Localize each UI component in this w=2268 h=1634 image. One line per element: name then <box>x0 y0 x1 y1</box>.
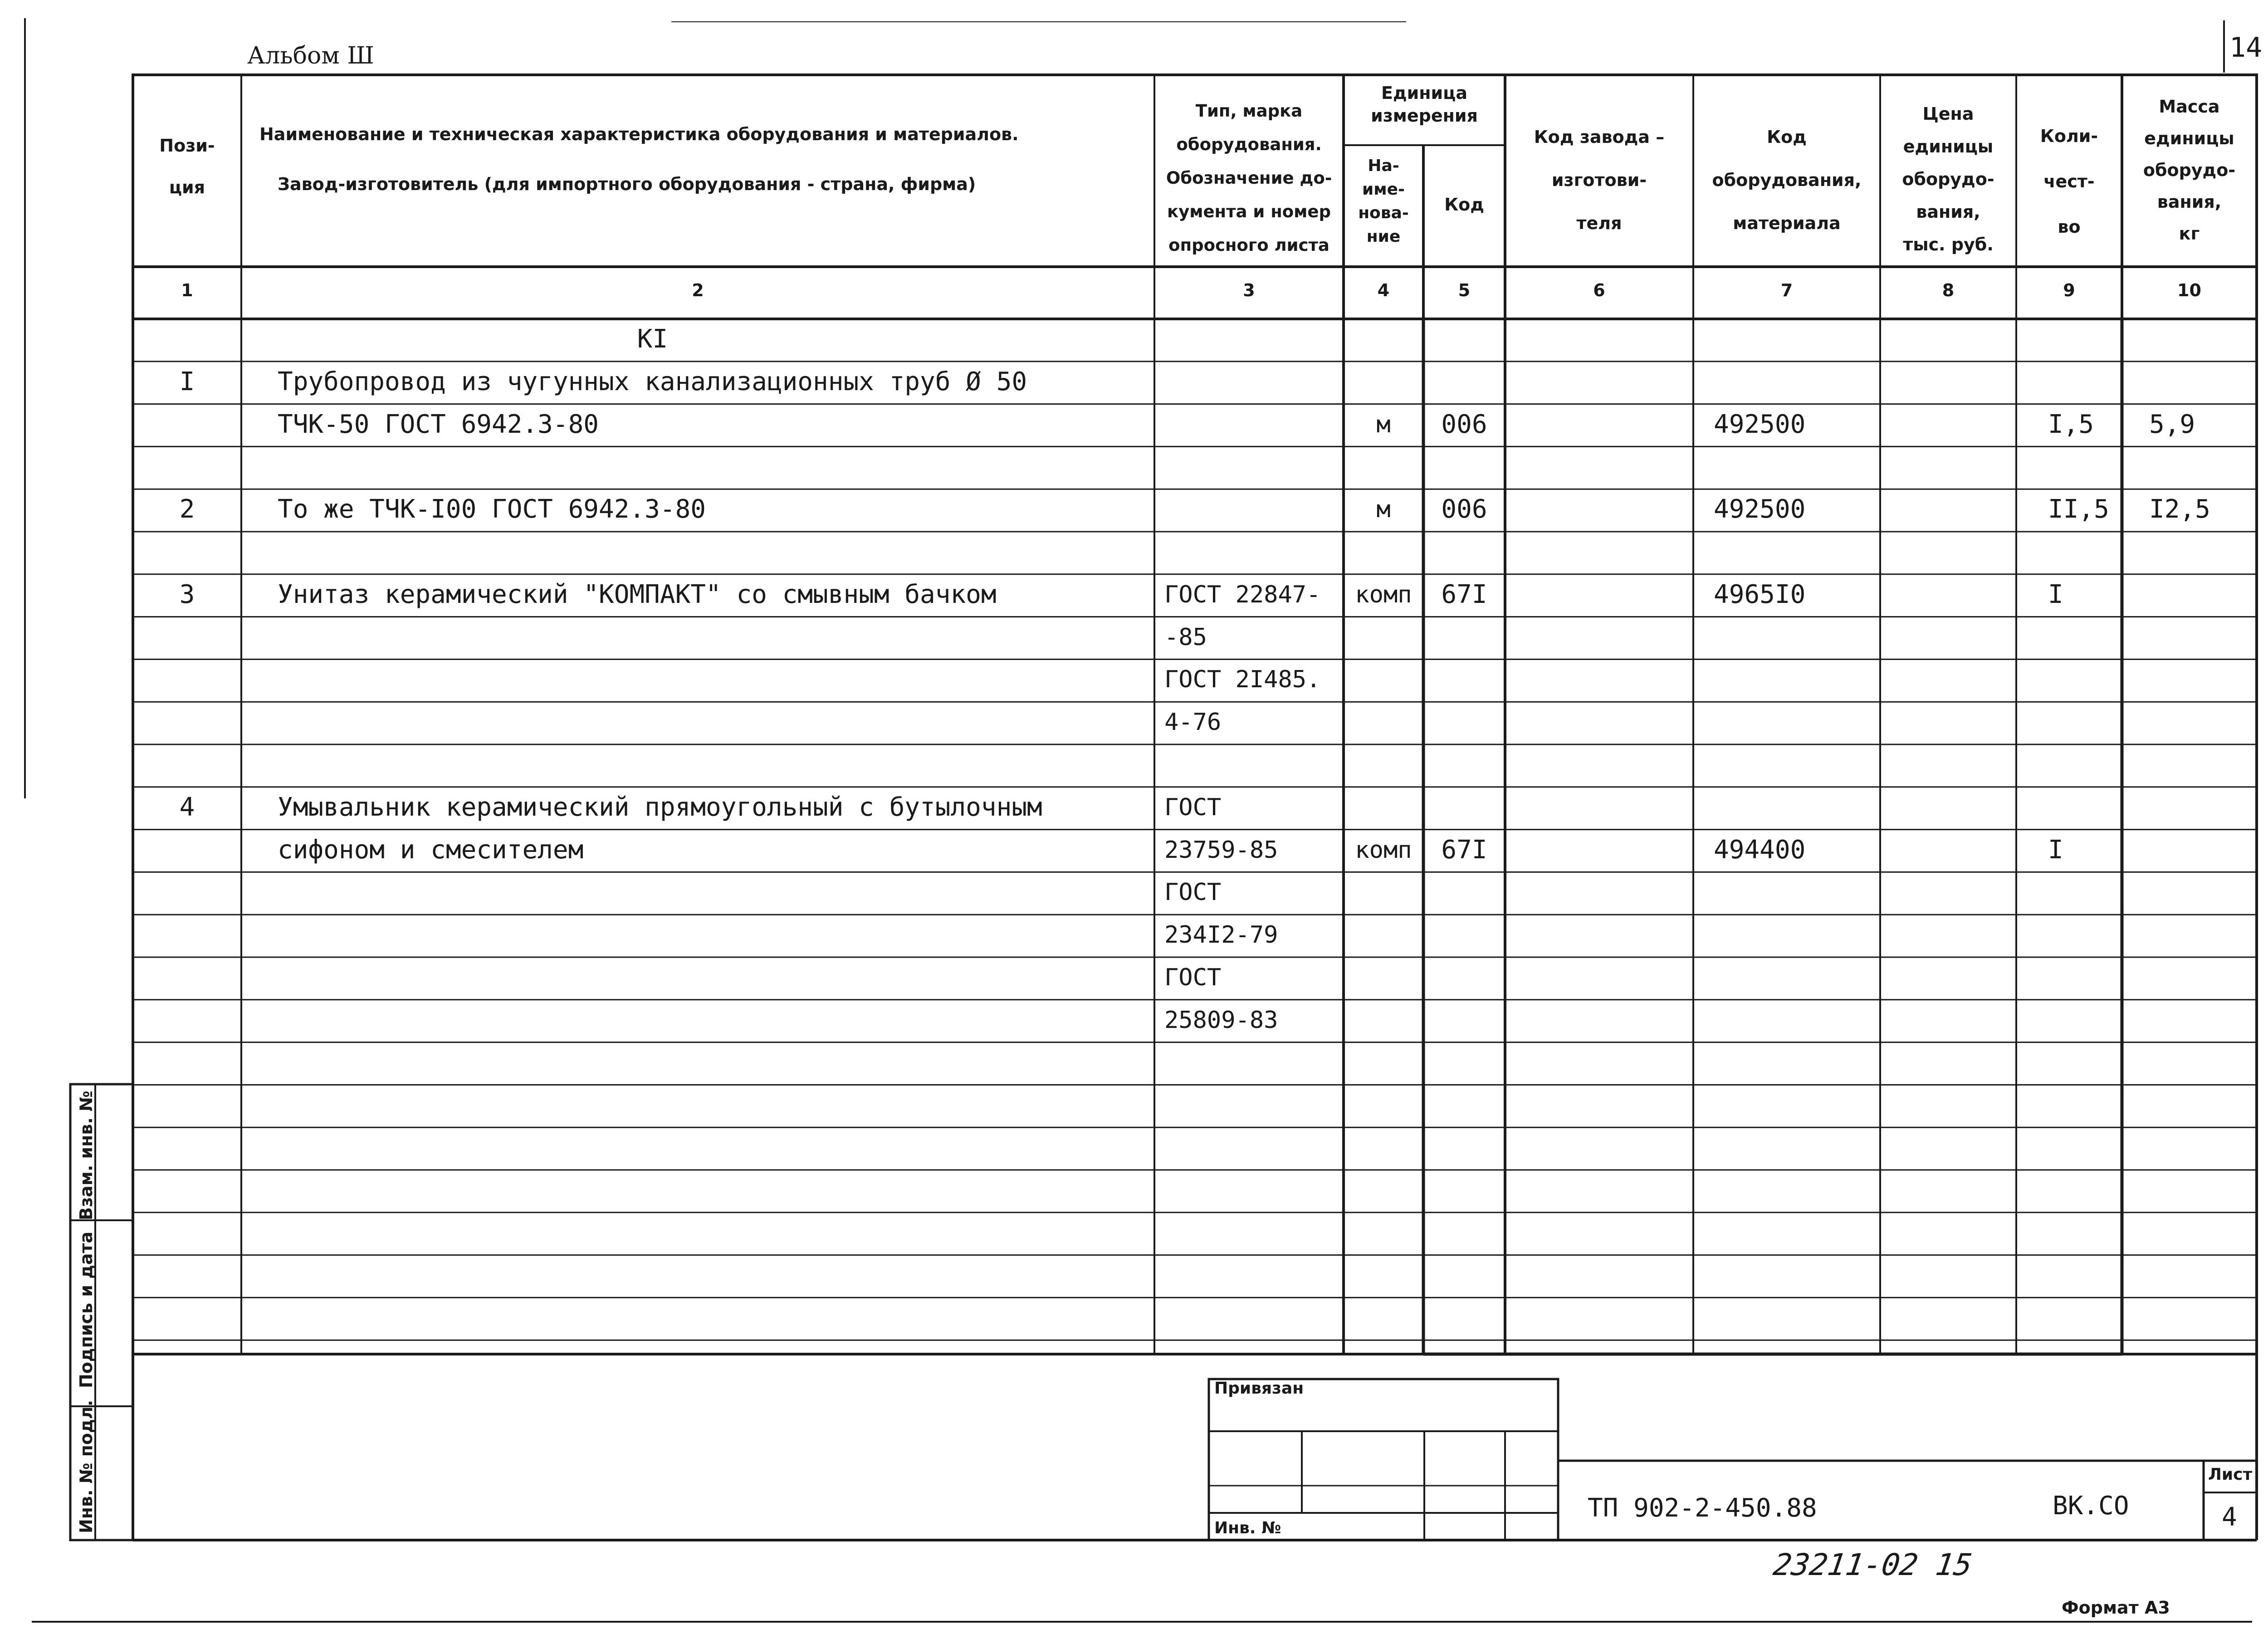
stamp-vzam-inv: Взам. инв. № <box>76 1091 96 1220</box>
header-price: Цена единицы оборудо- вания, тыс. руб. <box>1902 104 1994 254</box>
column-number-6: 6 <box>1593 280 1605 300</box>
cell-type: ГОСТ <box>1164 793 1222 821</box>
cell-quantity: I <box>2048 835 2063 865</box>
cell-name: сифоном и смесителем <box>278 835 584 865</box>
stamp-inv-podl: Инв. № подл. <box>76 1399 96 1533</box>
header-name-line2: Завод-изготовитель (для импортного оборудования - страна, фирма) <box>278 174 976 194</box>
header-quantity: Коли- чест- во <box>2040 126 2098 237</box>
column-number-2: 2 <box>692 280 704 300</box>
cell-name: Трубопровод из чугунных канализационных труб Ø 50 <box>278 367 1027 396</box>
sheet-number: 4 <box>2222 1502 2237 1532</box>
privyazan-label: Привязан <box>1214 1379 1304 1398</box>
inv-no-label: Инв. № <box>1214 1519 1281 1537</box>
cell-unit-name: м <box>1376 411 1391 438</box>
cell-equipment-code: 4965I0 <box>1714 579 1806 609</box>
cell-unit-name: комп <box>1355 836 1412 864</box>
cell-type: ГОСТ <box>1164 879 1222 906</box>
cell-type: ГОСТ 22847- <box>1164 581 1321 608</box>
cell-equipment-code: 494400 <box>1714 835 1806 865</box>
column-number-7: 7 <box>1780 280 1793 300</box>
cell-quantity: II,5 <box>2048 494 2109 524</box>
header-equipment-code: Код оборудования, материала <box>1712 127 1862 233</box>
cell-name: ТЧК-50 ГОСТ 6942.3-80 <box>278 409 599 439</box>
album-label: Альбом Ш <box>247 42 374 69</box>
header-plant-code: Код завода – изготови- теля <box>1534 127 1665 233</box>
cell-name: Унитаз керамический "КОМПАКТ" со смывным бачком <box>278 579 997 609</box>
cell-quantity: I,5 <box>2048 409 2094 439</box>
column-number-1: 1 <box>181 280 193 300</box>
sheet-label: Лист <box>2208 1465 2253 1484</box>
cell-mass: I2,5 <box>2149 494 2210 524</box>
cell-position: I <box>179 367 195 396</box>
cell-equipment-code: 492500 <box>1714 494 1806 524</box>
cell-unit-code: 67I <box>1441 835 1487 865</box>
header-unit-group: Единица измерения <box>1371 83 1478 126</box>
header-mass: Масса единицы оборудо- вания, кг <box>2143 97 2236 244</box>
cell-unit-name: м <box>1376 496 1391 523</box>
cell-name: То же ТЧК-I00 ГОСТ 6942.3-80 <box>278 494 706 524</box>
cell-position: 3 <box>179 579 195 609</box>
cell-type: ГОСТ 2I485. <box>1164 666 1321 694</box>
cell-type: -85 <box>1164 623 1207 651</box>
format-label: Формат А3 <box>2062 1598 2170 1618</box>
cell-unit-code: 006 <box>1441 409 1487 439</box>
page-corner-number: 14 <box>2229 32 2263 64</box>
cell-type: 4-76 <box>1164 709 1222 736</box>
document-code: ТП 902-2-450.88 <box>1588 1493 1817 1523</box>
cell-unit-code: 006 <box>1441 494 1487 524</box>
column-number-10: 10 <box>2177 280 2201 300</box>
cell-type: 23759-85 <box>1164 836 1278 864</box>
header-position: Пози- ция <box>159 136 215 197</box>
cell-type: 25809-83 <box>1164 1006 1278 1034</box>
handwritten-archive-number: 23211-02 15 <box>1771 1547 1975 1582</box>
column-number-4: 4 <box>1377 280 1390 300</box>
cell-mass: 5,9 <box>2149 409 2195 439</box>
column-number-8: 8 <box>1942 280 1955 300</box>
cell-name: KI <box>637 324 668 354</box>
cell-type: ГОСТ <box>1164 964 1222 991</box>
header-unit-code: Код <box>1444 195 1484 215</box>
cell-position: 4 <box>179 792 195 822</box>
cell-unit-code: 67I <box>1441 579 1487 609</box>
cell-equipment-code: 492500 <box>1714 409 1806 439</box>
header-unit-name: На- име- нова- ние <box>1358 157 1409 246</box>
column-number-9: 9 <box>2063 280 2075 300</box>
column-number-3: 3 <box>1243 280 1255 300</box>
cell-unit-name: комп <box>1355 581 1412 608</box>
cell-type: 234I2-79 <box>1164 921 1278 949</box>
header-type-mark: Тип, марка оборудования. Обозначение до- кумента и номер опросного листа <box>1166 101 1332 255</box>
cell-name: Умывальник керамический прямоугольный с бутылочным <box>278 792 1042 822</box>
header-name-line1: Наименование и техническая характеристика оборудования и материалов. <box>259 124 1019 144</box>
cell-quantity: I <box>2048 579 2063 609</box>
cell-position: 2 <box>179 494 195 524</box>
document-mark: ВК.СО <box>2053 1491 2129 1521</box>
stamp-podpis-data: Подпись и дата <box>76 1231 96 1388</box>
column-number-5: 5 <box>1458 280 1471 300</box>
